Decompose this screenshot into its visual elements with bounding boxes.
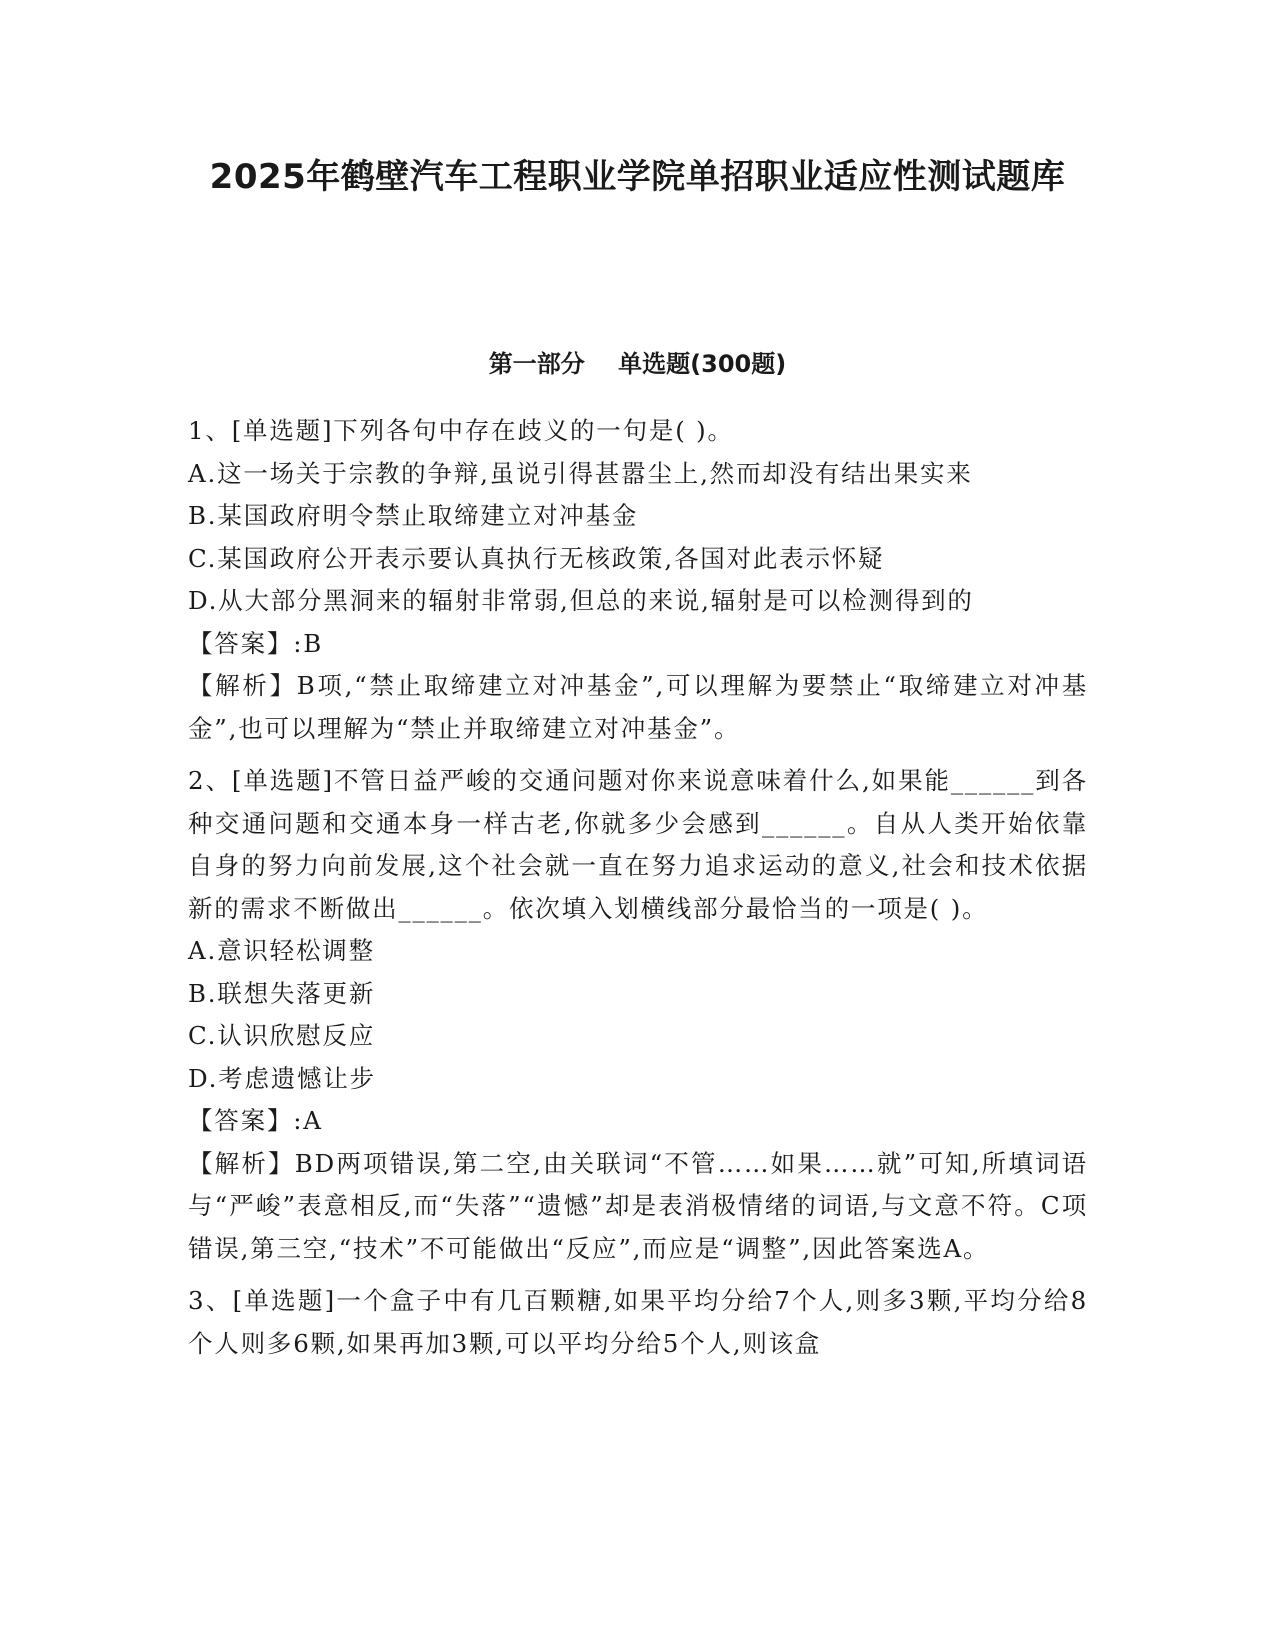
analysis: 【解析】BD两项错误,第二空,由关联词“不管……如果……就”可知,所填词语与“严峻”表意相反,而“失落”“遗憾”却是表消极情绪的词语,与文意不符。C项错误,第三空,“技术”不可能做出“反应”,而应是“调整”,因此答案选A。 [188, 1148, 1088, 1263]
document-title: 2025年鹤壁汽车工程职业学院单招职业适应性测试题库 [209, 157, 1066, 197]
analysis: 【解析】B项,“禁止取缔建立对冲基金”,可以理解为要禁止“取缔建立对冲基金”,也可以理解为“禁止并取缔建立对冲基金”。 [188, 671, 1088, 743]
option-a: A.意识轻松调整 [188, 936, 375, 965]
answer: 【答案】:A [188, 1106, 323, 1135]
question-stem: 3、[单选题]一个盒子中有几百颗糖,如果平均分给7个人,则多3颗,平均分给8个人则多6颗,如果再加3颗,可以平均分给5个人,则该盒 [188, 1286, 1088, 1358]
option-a: A.这一场关于宗教的争辩,虽说引得甚嚣尘上,然而却没有结出果实来 [188, 458, 973, 488]
question-stem: 1、[单选题]下列各句中存在歧义的一句是( )。 [188, 416, 734, 445]
option-c: C.某国政府公开表示要认真执行无核政策,各国对此表示怀疑 [188, 543, 885, 573]
question-2 [188, 760, 1088, 1270]
question-3 [188, 1280, 1088, 1365]
option-c: C.认识欣慰反应 [188, 1021, 376, 1050]
section-title: 第一部分 单选题(300题) [488, 350, 787, 378]
question-1 [188, 410, 1088, 750]
option-b: B.某国政府明令禁止取缔建立对冲基金 [188, 501, 639, 530]
option-b: B.联想失落更新 [188, 978, 376, 1008]
option-d: D.从大部分黑洞来的辐射非常弱,但总的来说,辐射是可以检测得到的 [188, 586, 974, 615]
answer: 【答案】:B [188, 628, 324, 658]
question-stem: 2、[单选题]不管日益严峻的交通问题对你来说意味着什么,如果能______到各种交通问题和交通本身一样古老,你就多少会感到______。自从人类开始依靠自身的努力向前发展,这个社会就一直在努力追求运动的意义,社会和技术依据新的需求不断做出______。依次填入划横线部分最恰当的一项是( )。 [188, 766, 1088, 923]
option-d: D.考虑遗憾让步 [188, 1063, 376, 1093]
question-list [188, 410, 1088, 1375]
